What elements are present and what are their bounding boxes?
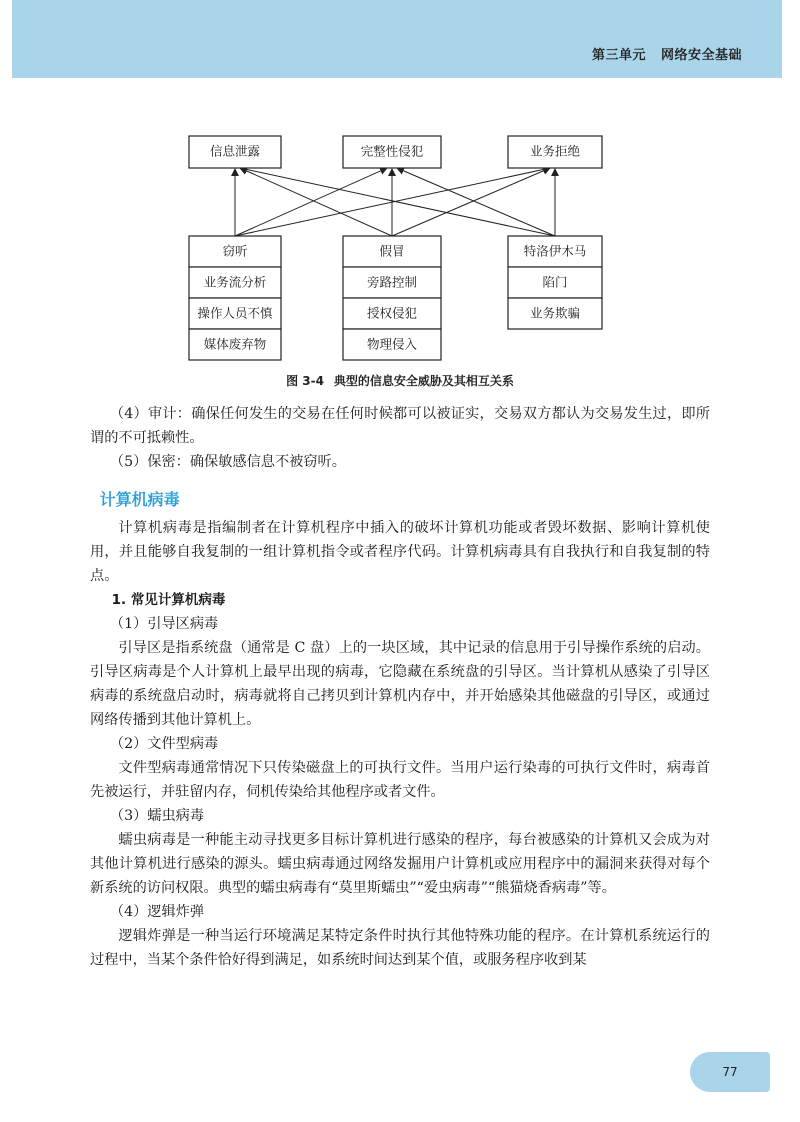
group-item: 媒体废弃物 <box>203 336 267 352</box>
group-item: 特洛伊木马 <box>523 243 587 259</box>
top-box-label: 信息泄露 <box>209 143 261 159</box>
group-item: 授权侵犯 <box>366 305 418 321</box>
unit-label: 第三单元 <box>591 48 646 63</box>
top-box-label: 完整性侵犯 <box>360 143 424 159</box>
threat-group-3 <box>508 236 602 329</box>
group-item: 旁路控制 <box>366 274 418 290</box>
unit-title: 网络安全基础 <box>660 48 742 63</box>
subsection-heading: 1. 常见计算机病毒 <box>111 592 226 608</box>
top-box-label: 业务拒绝 <box>529 143 581 159</box>
group-item: 假冒 <box>379 243 405 259</box>
edge-g1-t2 <box>235 168 387 236</box>
group-item: 操作人员不慎 <box>197 305 273 321</box>
diagram-edges <box>235 168 555 236</box>
edge-g3-t1 <box>240 168 555 236</box>
top-box-denial <box>508 136 602 168</box>
paragraph-worm-virus: 蠕虫病毒是一种能主动寻找更多目标计算机进行感染的程序，每台被感染的计算机又会成为对其他计算机进行感染的源头。蠕虫病毒通过网络发掘用户计算机或应用程序中的漏洞来获得对每个新系统的访问权限。典型的蠕虫病毒有“莫里斯蠕虫”“爱虫病毒”“熊猫烧香病毒”等。 <box>90 832 710 896</box>
body-text <box>90 402 710 972</box>
threat-group-2 <box>343 236 441 360</box>
paragraph-boot-virus: 引导区是指系统盘（通常是 C 盘）上的一块区域，其中记录的信息用于引导操作系统的启动。引导区病毒是个人计算机上最早出现的病毒，它隐藏在系统盘的引导区。当计算机从感染了引导区病毒的系统盘启动时，病毒就将自己拷贝到计算机内存中，并开始感染其他磁盘的引导区，或通过网络传播到其他计算机上。 <box>90 640 710 728</box>
group-item: 业务欺骗 <box>529 305 581 321</box>
figure-caption-text: 典型的信息安全威胁及其相互关系 <box>333 374 514 388</box>
worm-virus-title: （3）蠕虫病毒 <box>109 808 205 824</box>
figure-number: 图 3-4 <box>286 374 324 388</box>
logic-bomb-title: （4）逻辑炸弹 <box>109 904 205 920</box>
group-item: 物理侵入 <box>366 336 418 352</box>
top-box-integrity <box>343 136 441 168</box>
group-item: 业务流分析 <box>203 274 267 290</box>
threat-group-1 <box>189 236 281 360</box>
paragraph-file-virus: 文件型病毒通常情况下只传染磁盘上的可执行文件。当用户运行染毒的可执行文件时，病毒首先被运行，并驻留内存，伺机传染给其他程序或者文件。 <box>90 760 710 800</box>
edge-g3-t2 <box>397 168 555 236</box>
edge-g2-t3 <box>392 168 550 236</box>
group-item: 窃听 <box>222 243 248 259</box>
figure-caption <box>0 372 800 389</box>
paragraph-confidentiality: （5）保密：确保敏感信息不被窃听。 <box>109 454 346 470</box>
page-number: 77 <box>690 1052 770 1092</box>
group-item: 陷门 <box>542 274 568 290</box>
top-box-info-leak <box>189 136 281 168</box>
threat-relationship-diagram <box>0 0 800 400</box>
section-title: 计算机病毒 <box>99 490 180 509</box>
paragraph-intro: 计算机病毒是指编制者在计算机程序中插入的破坏计算机功能或者毁坏数据、影响计算机使用，并且能够自我复制的一组计算机指令或者程序代码。计算机病毒具有自我执行和自我复制的特点。 <box>90 520 710 584</box>
edge-g2-t1 <box>240 168 392 236</box>
boot-virus-title: （1）引导区病毒 <box>109 616 219 632</box>
paragraph-logic-bomb: 逻辑炸弹是一种当运行环境满足某特定条件时执行其他特殊功能的程序。在计算机系统运行的过程中，当某个条件恰好得到满足，如系统时间达到某个值，或服务程序收到某 <box>90 928 710 968</box>
paragraph-audit: （4）审计：确保任何发生的交易在任何时候都可以被证实，交易双方都认为交易发生过，即所谓的不可抵赖性。 <box>90 406 710 446</box>
file-virus-title: （2）文件型病毒 <box>109 736 219 752</box>
